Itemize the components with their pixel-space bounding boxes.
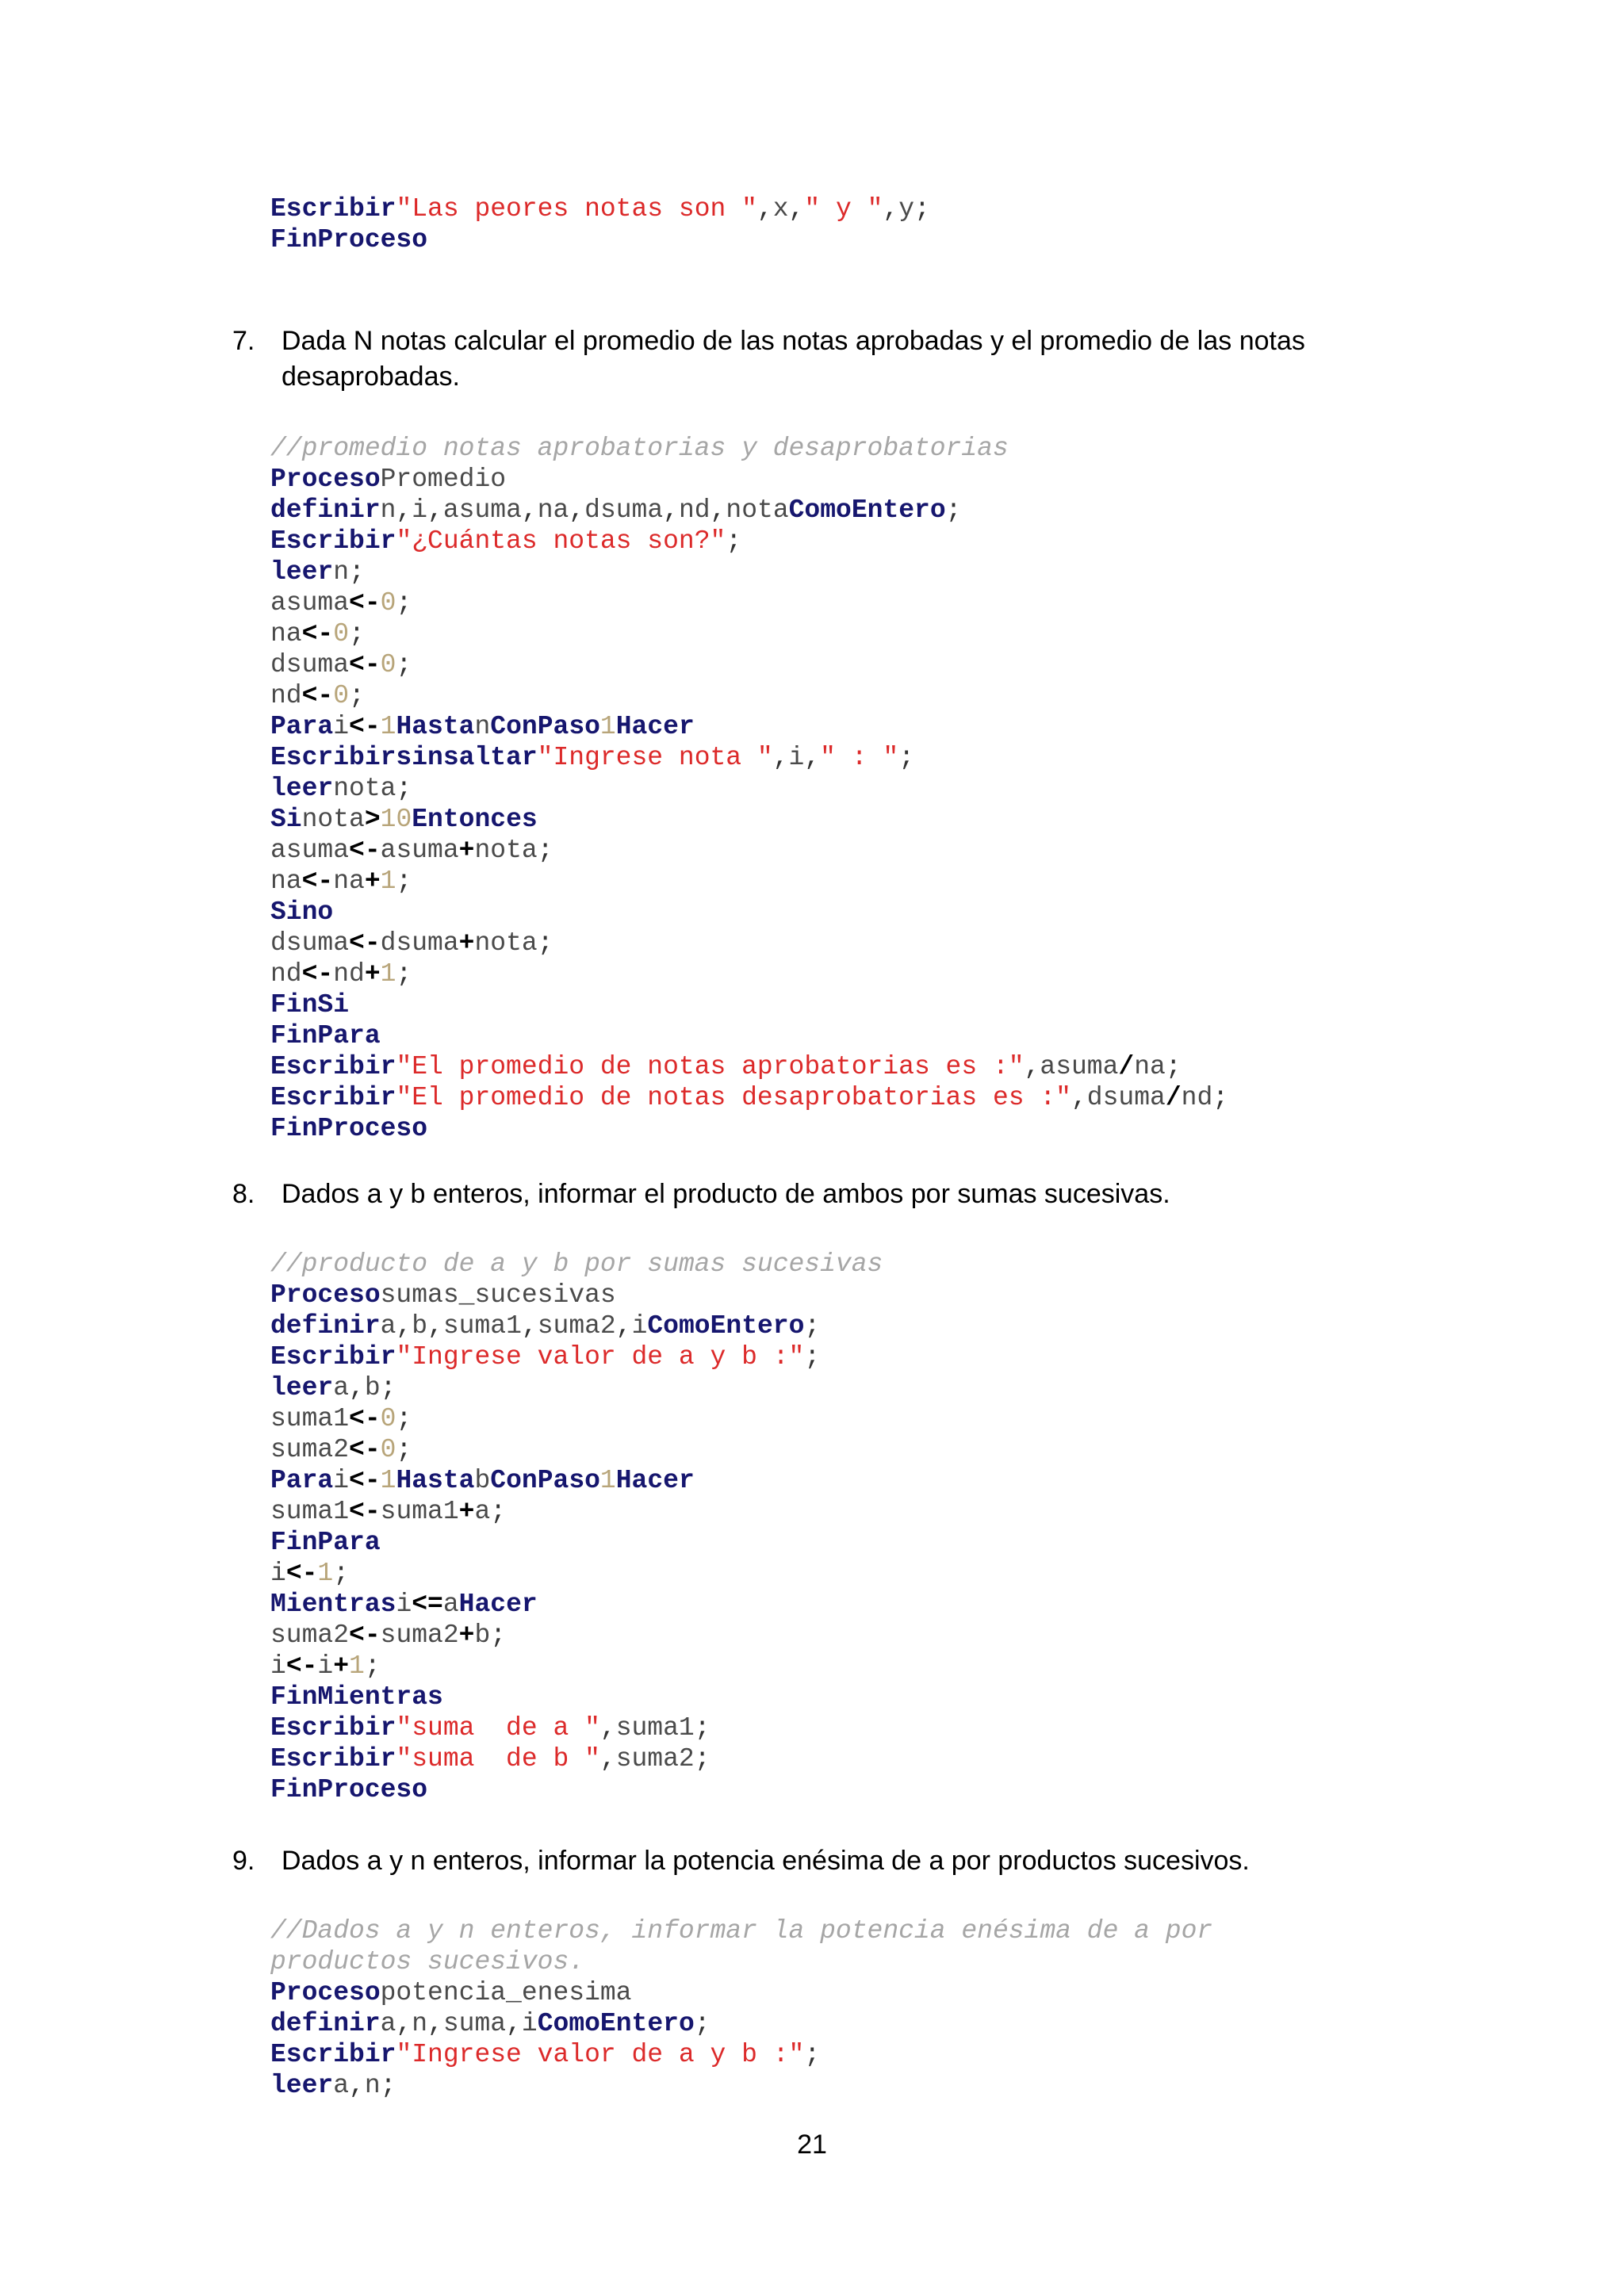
code-line xyxy=(270,2039,1212,2070)
code-line xyxy=(270,1977,1212,2008)
code-token: ; xyxy=(490,1497,507,1526)
code-token: Mientras xyxy=(270,1590,396,1619)
code-token: ; xyxy=(726,526,742,556)
code-token: Si xyxy=(270,805,302,834)
code-line xyxy=(270,711,1228,742)
code-token: nota xyxy=(301,805,365,834)
code-token: suma1 xyxy=(270,1404,350,1433)
code-token: <- xyxy=(349,712,381,741)
code-token: 1 xyxy=(317,1559,334,1588)
code-token: 1 xyxy=(599,1466,616,1495)
code-token: leer xyxy=(270,2071,334,2100)
code-line xyxy=(270,989,1228,1020)
code-token: dsuma xyxy=(1086,1083,1166,1112)
code-token: / xyxy=(1118,1052,1135,1081)
code-token: , xyxy=(663,496,679,525)
code-token: "El promedio de notas aprobatorias es :" xyxy=(396,1052,1025,1081)
code-token: na xyxy=(270,619,302,649)
exercise-7-text: Dada N notas calcular el promedio de las notas aprobadas y el promedio de las notas desaprobadas. xyxy=(282,326,1305,392)
code-token: Escribir xyxy=(270,526,396,556)
code-token: ComoEntero xyxy=(647,1311,805,1341)
code-token: a xyxy=(380,2009,396,2038)
code-token: 1 xyxy=(380,959,396,989)
code-token: leer xyxy=(270,1373,334,1402)
code-token: ; xyxy=(396,1404,412,1433)
code-token: ; xyxy=(537,928,553,958)
code-line xyxy=(270,1020,1228,1051)
code-token: b xyxy=(474,1621,491,1650)
code-token: y xyxy=(898,194,915,224)
code-token: Escribir xyxy=(270,2040,396,2069)
code-line xyxy=(270,1774,883,1805)
code-token: //Dados a y n enteros, informar la potencia enésima de a por xyxy=(270,1916,1213,1946)
code-token: 10 xyxy=(380,805,412,834)
code-token: ; xyxy=(396,959,412,989)
code-line xyxy=(270,680,1228,711)
code-token: <- xyxy=(349,1466,381,1495)
code-token: i xyxy=(333,712,350,741)
code-token: , xyxy=(599,1713,616,1743)
code-token: , xyxy=(427,496,443,525)
code-token: ; xyxy=(1212,1083,1229,1112)
code-token: " : " xyxy=(820,743,899,772)
code-line xyxy=(270,1403,883,1434)
code-token: Escribir xyxy=(270,1342,396,1372)
code-token: "¿Cuántas notas son?" xyxy=(396,526,726,556)
code-token: , xyxy=(427,2009,443,2038)
code-token: dsuma xyxy=(270,650,350,679)
code-token: Proceso xyxy=(270,1978,381,2007)
code-token: Hasta xyxy=(396,1466,475,1495)
code-token: //promedio notas aprobatorias y desaprobatorias xyxy=(270,434,1009,463)
code-token: "Ingrese valor de a y b :" xyxy=(396,1342,805,1372)
code-token: <- xyxy=(301,867,334,896)
code-token: nd xyxy=(270,959,302,989)
code-token: ; xyxy=(537,836,553,865)
code-line xyxy=(270,1743,883,1774)
code-token: x xyxy=(772,194,789,224)
code-line xyxy=(270,433,1228,464)
code-line xyxy=(270,1712,883,1743)
code-token: FinSi xyxy=(270,990,350,1020)
code-token: 0 xyxy=(380,1404,396,1433)
code-token: na xyxy=(1134,1052,1166,1081)
code-line xyxy=(270,866,1228,897)
code-token: nd xyxy=(333,959,365,989)
code-token: suma xyxy=(442,2009,507,2038)
code-token: nd xyxy=(678,496,710,525)
code-token: , xyxy=(349,2071,365,2100)
code-token: leer xyxy=(270,557,334,587)
code-token: i xyxy=(317,1651,334,1681)
code-token: <- xyxy=(349,1435,381,1464)
code-token: , xyxy=(396,1311,412,1341)
code-line xyxy=(270,773,1228,804)
code-line xyxy=(270,959,1228,989)
code-token: suma1 xyxy=(442,1311,522,1341)
code-line xyxy=(270,1465,883,1496)
code-token: , xyxy=(615,1311,632,1341)
code-token: 0 xyxy=(380,1435,396,1464)
code-token: ConPaso xyxy=(490,712,600,741)
code-token: , xyxy=(1024,1052,1040,1081)
code-token: "Ingrese valor de a y b :" xyxy=(396,2040,805,2069)
code-token: a xyxy=(380,1311,396,1341)
code-line xyxy=(270,1280,883,1311)
code-token: "Las peores notas son " xyxy=(396,194,757,224)
code-token: ; xyxy=(396,774,412,803)
code-token: FinPara xyxy=(270,1021,381,1050)
code-token: , xyxy=(396,2009,412,2038)
code-token: nd xyxy=(270,681,302,710)
code-token: ; xyxy=(396,1435,412,1464)
code-token: Escribir xyxy=(270,1713,396,1743)
code-line xyxy=(270,587,1228,618)
code-token: + xyxy=(364,959,381,989)
code-token: ConPaso xyxy=(490,1466,600,1495)
code-token: FinProceso xyxy=(270,1114,428,1143)
code-token: b xyxy=(474,1466,491,1495)
code-token: FinProceso xyxy=(270,1775,428,1804)
code-token: , xyxy=(710,496,726,525)
code-token: dsuma xyxy=(270,928,350,958)
code-token: FinProceso xyxy=(270,225,428,254)
code-token: sumas_sucesivas xyxy=(380,1280,616,1310)
code-line xyxy=(270,1434,883,1465)
code-token: suma2 xyxy=(270,1621,350,1650)
exercise-9 xyxy=(232,1843,1374,1879)
code-token: ; xyxy=(380,1373,396,1402)
code-token: <- xyxy=(301,681,334,710)
code-token: potencia_enesima xyxy=(380,1978,632,2007)
code-token: Entonces xyxy=(412,805,538,834)
code-token: Escribir xyxy=(270,1083,396,1112)
code-token: <- xyxy=(349,650,381,679)
code-token: , xyxy=(883,194,899,224)
code-token: i xyxy=(396,1590,412,1619)
code-line xyxy=(270,1527,883,1558)
code-token: n xyxy=(412,2009,428,2038)
code-line xyxy=(270,2008,1212,2039)
code-token: , xyxy=(506,2009,522,2038)
code-token: Hacer xyxy=(615,1466,695,1495)
code-token: ; xyxy=(1165,1052,1182,1081)
code-token: suma2 xyxy=(537,1311,616,1341)
code-token: suma2 xyxy=(270,1435,350,1464)
code-token: Proceso xyxy=(270,1280,381,1310)
code-line xyxy=(270,1249,883,1280)
code-token: 1 xyxy=(380,867,396,896)
code-token: n xyxy=(333,557,350,587)
code-token: ; xyxy=(396,588,412,618)
code-token: ; xyxy=(490,1621,507,1650)
code-token: 0 xyxy=(333,681,350,710)
code-token: nd xyxy=(1181,1083,1213,1112)
code-token: asuma xyxy=(270,588,350,618)
code-token: Escribir xyxy=(270,1052,396,1081)
code-token: nota xyxy=(333,774,396,803)
code-token: ; xyxy=(804,2040,821,2069)
code-line xyxy=(270,1651,883,1682)
code-token: n xyxy=(364,2071,381,2100)
code-token: Hasta xyxy=(396,712,475,741)
exercise-9-text: Dados a y n enteros, informar la potencia enésima de a por productos sucesivos. xyxy=(282,1846,1250,1876)
code-line xyxy=(270,928,1228,959)
code-token: suma2 xyxy=(380,1621,459,1650)
code-token: + xyxy=(364,867,381,896)
code-token: , xyxy=(772,743,789,772)
code-token: , xyxy=(1071,1083,1087,1112)
code-token: leer xyxy=(270,774,334,803)
code-token: i xyxy=(788,743,805,772)
code-token: Escribir xyxy=(270,1744,396,1774)
code-token: a xyxy=(333,1373,350,1402)
code-line xyxy=(270,835,1228,866)
code-token: definir xyxy=(270,496,381,525)
code-token: > xyxy=(364,805,381,834)
code-token: 0 xyxy=(380,650,396,679)
code-token: 0 xyxy=(333,619,350,649)
code-token: , xyxy=(521,1311,538,1341)
code-token: asuma xyxy=(442,496,522,525)
code-token: <- xyxy=(349,1404,381,1433)
code-token: "suma de b " xyxy=(396,1744,600,1774)
code-block-1 xyxy=(270,193,930,255)
code-block-3 xyxy=(270,1249,883,1805)
code-token: , xyxy=(756,194,773,224)
code-token: ; xyxy=(694,2009,710,2038)
code-line xyxy=(270,1082,1228,1113)
code-token: a xyxy=(442,1590,459,1619)
code-line xyxy=(270,1682,883,1712)
code-token: i xyxy=(412,496,428,525)
code-token: ; xyxy=(349,681,365,710)
code-token: a xyxy=(333,2071,350,2100)
code-token: ; xyxy=(898,743,914,772)
code-token: dsuma xyxy=(584,496,664,525)
code-line xyxy=(270,1915,1212,1946)
code-token: <- xyxy=(285,1559,318,1588)
code-token: , xyxy=(396,496,412,525)
code-token: nota xyxy=(726,496,789,525)
code-token: i xyxy=(631,1311,648,1341)
code-token: suma2 xyxy=(615,1744,695,1774)
code-token: nota xyxy=(474,836,538,865)
exercise-9-number: 9. xyxy=(232,1846,255,1876)
code-token: "Ingrese nota " xyxy=(537,743,773,772)
code-token: <- xyxy=(349,588,381,618)
code-line xyxy=(270,1372,883,1403)
code-token: , xyxy=(349,1373,365,1402)
code-line xyxy=(270,224,930,255)
code-line xyxy=(270,649,1228,680)
code-token: " y " xyxy=(804,194,883,224)
code-token: asuma xyxy=(1040,1052,1119,1081)
code-token: productos sucesivos. xyxy=(270,1947,585,1976)
code-token: b xyxy=(364,1373,381,1402)
code-token: 1 xyxy=(380,1466,396,1495)
code-token: + xyxy=(458,1497,475,1526)
exercise-7-number: 7. xyxy=(232,326,255,356)
code-token: Para xyxy=(270,712,334,741)
code-token: ComoEntero xyxy=(788,496,946,525)
code-token: <- xyxy=(301,959,334,989)
code-token: a xyxy=(474,1497,491,1526)
code-token: <- xyxy=(349,1497,381,1526)
code-token: suma1 xyxy=(615,1713,695,1743)
code-token: Sino xyxy=(270,897,334,927)
code-line xyxy=(270,1620,883,1651)
code-token: suma1 xyxy=(380,1497,459,1526)
code-token: na xyxy=(333,867,365,896)
code-token: Escribirsinsaltar xyxy=(270,743,538,772)
code-line xyxy=(270,193,930,224)
code-line xyxy=(270,1341,883,1372)
code-token: <= xyxy=(412,1590,443,1619)
code-token: ; xyxy=(804,1311,821,1341)
code-line xyxy=(270,742,1228,773)
code-token: suma1 xyxy=(270,1497,350,1526)
code-token: , xyxy=(569,496,585,525)
code-line xyxy=(270,897,1228,928)
code-token: "El promedio de notas desaprobatorias es :" xyxy=(396,1083,1071,1112)
code-line xyxy=(270,2070,1212,2101)
code-line xyxy=(270,1946,1212,1977)
code-token: ComoEntero xyxy=(537,2009,695,2038)
code-token: 0 xyxy=(380,588,396,618)
code-line xyxy=(270,1589,883,1620)
exercise-8 xyxy=(232,1177,1374,1212)
code-token: , xyxy=(788,194,805,224)
code-token: / xyxy=(1165,1083,1182,1112)
code-token: ; xyxy=(694,1713,710,1743)
code-token: asuma xyxy=(270,836,350,865)
code-token: FinPara xyxy=(270,1528,381,1557)
code-line xyxy=(270,526,1228,557)
code-token: na xyxy=(270,867,302,896)
code-token: ; xyxy=(804,1342,821,1372)
code-line xyxy=(270,1311,883,1341)
code-line xyxy=(270,1496,883,1527)
code-token: ; xyxy=(945,496,962,525)
code-token: ; xyxy=(396,867,412,896)
code-token: Hacer xyxy=(458,1590,538,1619)
code-token: 1 xyxy=(599,712,616,741)
code-token: n xyxy=(474,712,491,741)
code-token: //producto de a y b por sumas sucesivas xyxy=(270,1249,883,1279)
code-token: 1 xyxy=(349,1651,365,1681)
code-token: Escribir xyxy=(270,194,396,224)
code-line xyxy=(270,1113,1228,1144)
code-line xyxy=(270,1051,1228,1082)
code-token: Proceso xyxy=(270,465,381,494)
code-token: ; xyxy=(396,650,412,679)
exercise-7 xyxy=(232,323,1374,395)
code-token: <- xyxy=(349,928,381,958)
code-token: ; xyxy=(349,619,365,649)
code-token: i xyxy=(521,2009,538,2038)
code-token: asuma xyxy=(380,836,459,865)
code-token: <- xyxy=(301,619,334,649)
code-token: , xyxy=(804,743,821,772)
code-line xyxy=(270,618,1228,649)
code-token: <- xyxy=(285,1651,318,1681)
code-token: na xyxy=(537,496,569,525)
code-token: Para xyxy=(270,1466,334,1495)
code-line xyxy=(270,464,1228,495)
code-token: i xyxy=(333,1466,350,1495)
code-token: <- xyxy=(349,1621,381,1650)
code-token: ; xyxy=(914,194,930,224)
code-token: ; xyxy=(349,557,365,587)
code-token: , xyxy=(427,1311,443,1341)
exercise-8-number: 8. xyxy=(232,1179,255,1209)
code-token: <- xyxy=(349,836,381,865)
code-token: ; xyxy=(694,1744,710,1774)
code-token: definir xyxy=(270,2009,381,2038)
code-token: ; xyxy=(364,1651,381,1681)
code-line xyxy=(270,1558,883,1589)
code-token: nota xyxy=(474,928,538,958)
page-number: 21 xyxy=(797,2130,827,2160)
code-token: FinMientras xyxy=(270,1682,443,1712)
code-line xyxy=(270,557,1228,587)
code-token: + xyxy=(333,1651,350,1681)
code-token: definir xyxy=(270,1311,381,1341)
code-token: b xyxy=(412,1311,428,1341)
code-token: + xyxy=(458,928,475,958)
code-token: Hacer xyxy=(615,712,695,741)
code-token: dsuma xyxy=(380,928,459,958)
code-block-2 xyxy=(270,433,1228,1144)
code-token: ; xyxy=(333,1559,350,1588)
code-token: , xyxy=(521,496,538,525)
exercise-8-text: Dados a y b enteros, informar el producto de ambos por sumas sucesivas. xyxy=(282,1179,1170,1209)
code-token: Promedio xyxy=(380,465,507,494)
code-line xyxy=(270,495,1228,526)
code-line xyxy=(270,804,1228,835)
code-token: + xyxy=(458,1621,475,1650)
code-token: i xyxy=(270,1651,286,1681)
code-token: "suma de a " xyxy=(396,1713,600,1743)
code-token: ; xyxy=(380,2071,396,2100)
code-token: i xyxy=(270,1559,286,1588)
code-token: + xyxy=(458,836,475,865)
code-token: , xyxy=(599,1744,616,1774)
code-token: 1 xyxy=(380,712,396,741)
code-block-4 xyxy=(270,1915,1212,2101)
code-token: n xyxy=(380,496,396,525)
